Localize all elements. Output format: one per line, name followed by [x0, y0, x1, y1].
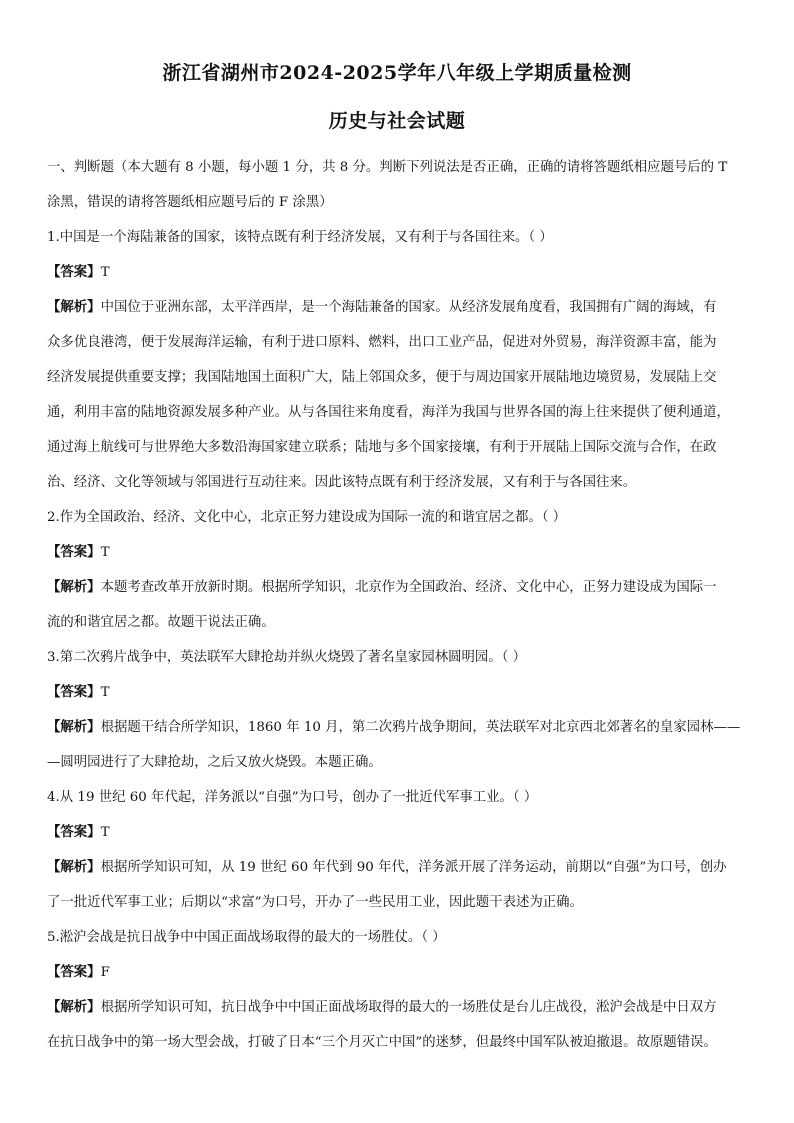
question-5 [47, 920, 757, 1060]
answer-label: 【答案】 [47, 544, 101, 560]
answer-label: 【答案】 [47, 264, 101, 280]
question-5-analysis-line-2: 在抗日战争中的第一场大型会战，打破了日本“三个月灭亡中国”的迷梦，但最终中国军队被迫撤退。故原题错误。 [47, 1035, 717, 1050]
question-4-analysis-line-2: 了一批近代军事工业；后期以“求富”为口号，开办了一些民用工业，因此题干表述为正确。 [47, 895, 583, 910]
document-subtitle: 历史与社会试题 [328, 110, 466, 132]
question-2-text: 2.作为全国政治、经济、文化中心，北京正努力建设成为国际一流的和谐宜居之都。（ ） [47, 510, 567, 525]
question-1-analysis-line-5: 通过海上航线可与世界绝大多数沿海国家建立联系；陆地与多个国家接壤，有利于开展陆上国际交流与合作，在政 [47, 440, 717, 455]
analysis-label: 【解析】 [47, 859, 101, 875]
question-4-text: 4.从 19 世纪 60 年代起，洋务派以“自强”为口号，创办了一批近代军事工业。（ ） [47, 790, 538, 805]
question-3 [47, 640, 757, 780]
question-1-answer [47, 255, 757, 290]
question-3-text: 3.第二次鸦片战争中，英法联军大肆抢劫并纵火烧毁了著名皇家园林圆明园。（ ） [47, 650, 527, 665]
question-2-analysis-line-1 [47, 570, 757, 605]
question-3-answer [47, 675, 757, 710]
question-3-analysis-line-2: —圆明园进行了大肆抢劫，之后又放火烧毁。本题正确。 [47, 755, 382, 770]
analysis-text: 根据所学知识可知，从 19 世纪 60 年代到 90 年代，洋务派开展了洋务运动，前期以“自强”为口号，创办 [100, 860, 727, 875]
question-4-analysis-line-1 [47, 850, 757, 885]
section-intro-line-2: 涂黑，错误的请将答题纸相应题号后的 F 涂黑） [47, 195, 333, 210]
analysis-label: 【解析】 [47, 719, 101, 735]
analysis-text: 根据题干结合所学知识，1860 年 10 月，第二次鸦片战争期间，英法联军对北京西北郊著名的皇家园林—— [100, 720, 741, 735]
analysis-text: 本题考查改革开放新时期。根据所学知识，北京作为全国政治、经济、文化中心，正努力建设成为国际一 [100, 580, 717, 595]
answer-value: F [100, 965, 110, 980]
question-4 [47, 780, 757, 920]
analysis-text: 中国位于亚洲东部，太平洋西岸，是一个海陆兼备的国家。从经济发展角度看，我国拥有广阔的海域，有 [100, 300, 717, 315]
answer-label: 【答案】 [47, 964, 101, 980]
question-2 [47, 500, 757, 640]
question-5-text: 5.淞沪会战是抗日战争中中国正面战场取得的最大的一场胜仗。（ ） [47, 930, 446, 945]
question-2-answer [47, 535, 757, 570]
question-1-analysis-line-1 [47, 290, 757, 325]
question-1 [47, 220, 757, 500]
analysis-label: 【解析】 [47, 299, 101, 315]
analysis-label: 【解析】 [47, 579, 101, 595]
answer-value: T [100, 685, 110, 700]
question-1-analysis-line-3: 经济发展提供重要支撑；我国陆地国土面积广大，陆上邻国众多，便于与周边国家开展陆地边境贸易，发展陆上交 [47, 370, 717, 385]
question-1-analysis-line-6: 治、经济、文化等领域与邻国进行互动往来。因此该特点既有利于经济发展，又有利于与各国往来。 [47, 475, 637, 490]
question-4-answer [47, 815, 757, 850]
document-title: 浙江省湖州市2024-2025学年八年级上学期质量检测 [162, 62, 632, 84]
analysis-label: 【解析】 [47, 999, 101, 1015]
answer-value: T [100, 265, 110, 280]
answer-value: T [100, 545, 110, 560]
question-3-analysis-line-1 [47, 710, 757, 745]
question-1-text: 1.中国是一个海陆兼备的国家，该特点既有利于经济发展，又有利于与各国往来。（ ） [47, 230, 553, 245]
answer-label: 【答案】 [47, 684, 101, 700]
question-1-analysis-line-2: 众多优良港湾，便于发展海洋运输，有利于进口原料、燃料，出口工业产品，促进对外贸易，海洋资源丰富，能为 [47, 335, 717, 350]
document-body [47, 150, 757, 1060]
question-2-analysis-line-2: 流的和谐宜居之都。故题干说法正确。 [47, 615, 275, 630]
section-intro [47, 150, 757, 220]
question-5-analysis-line-1 [47, 990, 757, 1025]
answer-label: 【答案】 [47, 824, 101, 840]
answer-value: T [100, 825, 110, 840]
section-intro-line-1: 一、判断题（本大题有 8 小题，每小题 1 分，共 8 分。判断下列说法是否正确，正确的请将答题纸相应题号后的 T [47, 160, 728, 175]
question-5-answer [47, 955, 757, 990]
analysis-text: 根据所学知识可知，抗日战争中中国正面战场取得的最大的一场胜仗是台儿庄战役，淞沪会战是中日双方 [100, 1000, 717, 1015]
question-1-analysis-line-4: 通，利用丰富的陆地资源发展多种产业。从与各国往来角度看，海洋为我国与世界各国的海上往来提供了便利通道， [47, 405, 730, 420]
